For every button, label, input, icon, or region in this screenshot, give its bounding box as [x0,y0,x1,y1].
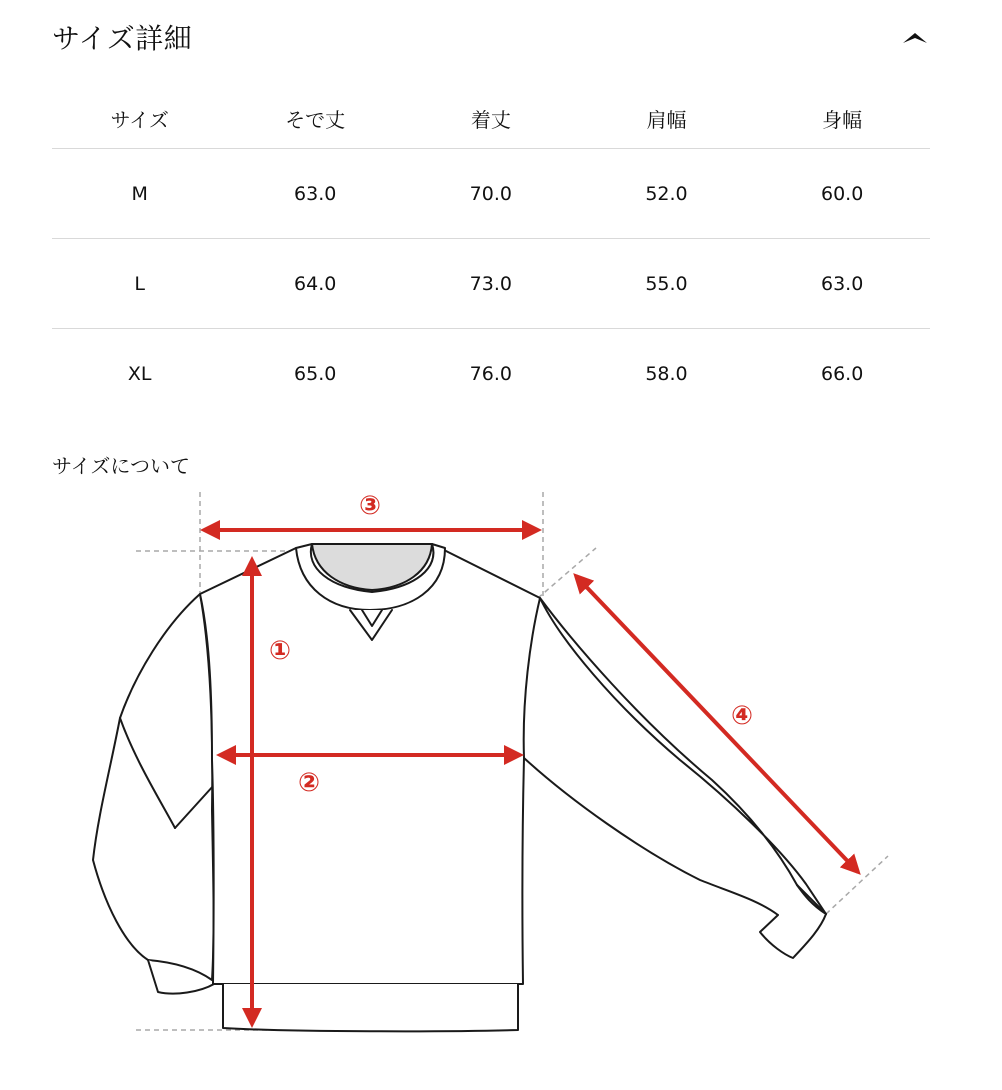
table-cell: M [52,149,227,239]
table-cell: 73.0 [403,239,579,329]
table-cell: 63.0 [754,239,930,329]
table-cell: 52.0 [579,149,755,239]
table-cell: 70.0 [403,149,579,239]
sweatshirt-outline [93,544,826,1031]
table-cell: 55.0 [579,239,755,329]
table-cell: 76.0 [469,362,512,385]
column-header-shoulder-width: 肩幅 [579,88,755,149]
table-cell: 66.0 [820,362,864,385]
table-cell: 63.0 [227,149,403,239]
table-cell: 64.0 [227,239,403,329]
table-row [52,329,930,419]
about-size-label: サイズについて [52,454,190,478]
table-cell: L [52,239,227,329]
marker-label-2: ② [297,768,321,798]
marker-label-1: ① [268,636,292,666]
column-header-size: サイズ [52,88,227,149]
table-cell: XL [127,362,152,385]
table-cell: 65.0 [294,362,337,385]
size-table [52,88,930,418]
column-header-chest-width: 身幅 [754,88,930,149]
column-header-sleeve-length: そで丈 [227,88,403,149]
table-row [52,149,930,239]
column-header-body-length: 着丈 [403,88,579,149]
size-details-header[interactable] [52,14,930,60]
table-row [52,239,930,329]
chevron-up-icon[interactable] [900,25,930,49]
sweatshirt-size-diagram [0,480,1002,1060]
marker-label-4: ④ [730,701,754,731]
size-details-title: サイズ詳細 [52,22,193,55]
table-cell: 58.0 [645,362,688,385]
table-header-row [52,88,930,149]
marker-label-3: ③ [358,491,382,521]
table-cell: 60.0 [754,149,930,239]
